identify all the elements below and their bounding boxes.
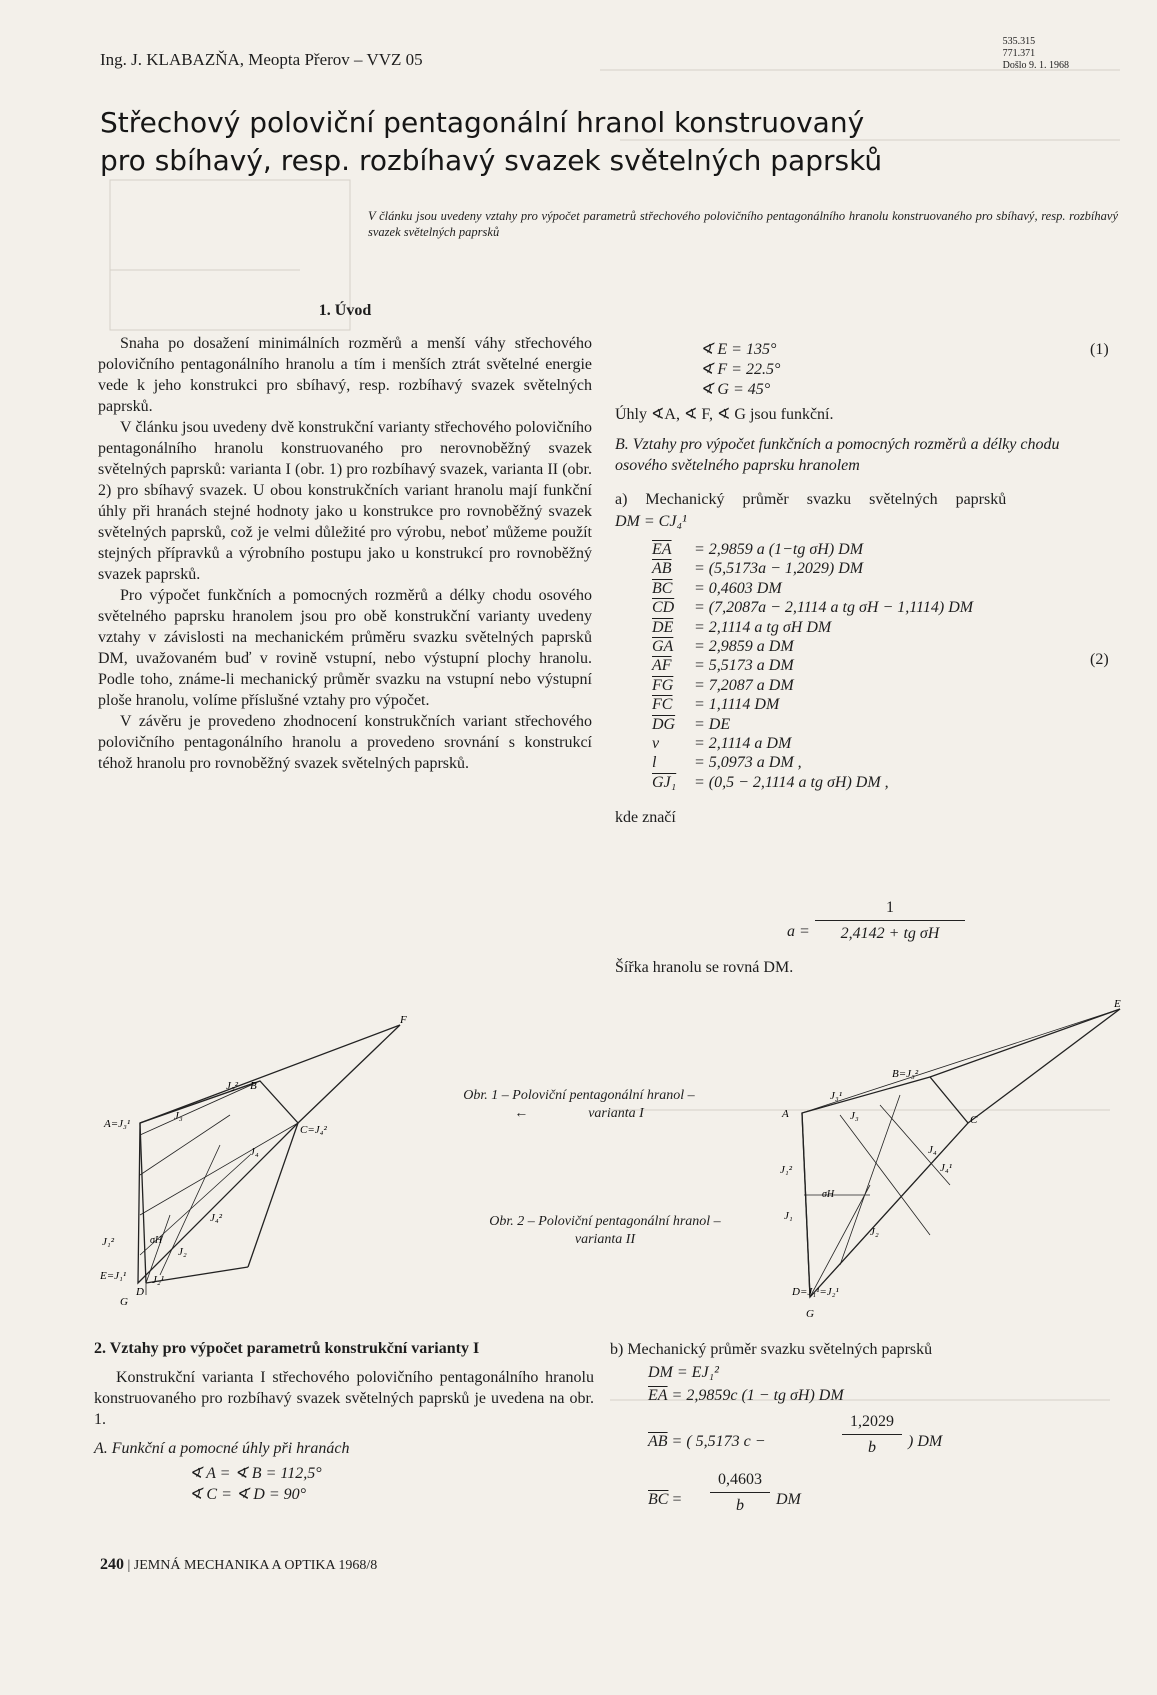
b-ea-rhs: = 2,9859c (1 − tg σH) DM — [671, 1387, 844, 1404]
fig1-label-j1: J₁² — [102, 1236, 115, 1248]
fig2-label-j3: J₃¹ — [830, 1090, 843, 1102]
received-date: Došlo 9. 1. 1968 — [1002, 60, 1069, 71]
equation-lhs: $\overline{DE}$ — [652, 618, 674, 636]
angle-e: ∢ E = 135° — [700, 341, 777, 358]
equation-row — [652, 618, 973, 637]
b-dm-definition: DM = EJ₁² — [648, 1364, 719, 1381]
page-number: 240 — [100, 1556, 124, 1573]
a-denominator: 2,4142 + tg σH — [840, 925, 940, 942]
fig2-label-sigma: σH — [822, 1189, 835, 1200]
equation-rhs: = 2,1114 a tg σH DM — [694, 618, 832, 636]
item-a-heading: a) Mechanický průměr svazku světelných paprsků — [615, 491, 1007, 508]
equation-lhs: v — [652, 734, 660, 752]
fig1-caption-line2 — [414, 1105, 744, 1123]
equation-number-1: (1) — [1090, 341, 1109, 358]
fig2-label-j1: J₁² — [780, 1164, 793, 1176]
equation-row — [652, 715, 973, 734]
fig1-label-j4: J₄ — [250, 1146, 259, 1158]
equation-lhs: $\overline{CD}$ — [652, 599, 675, 617]
equation-rhs: = DE — [694, 715, 731, 733]
equation-lhs: GJ₁ — [652, 773, 677, 791]
fig1-caption-variant: varianta I — [588, 1106, 644, 1121]
classification-codes — [1003, 36, 1069, 72]
equation-row — [652, 656, 973, 675]
angle-f: ∢ F = 22.5° — [700, 361, 781, 378]
title-line-1: Střechový poloviční pentagonální hranol konstruovaný — [100, 106, 865, 139]
section-b-heading: B. Vztahy pro výpočet funkčních a pomocných rozměrů a délky chodu osového světelného paprsku hranolem — [615, 436, 1060, 474]
equation-rhs: = 7,2087 a DM — [694, 676, 794, 694]
angles-cd: ∢ C = ∢ D = 90° — [189, 1486, 307, 1503]
functional-angles-note: Úhly ∢A, ∢ F, ∢ G jsou funkční. — [615, 406, 834, 423]
fig1-label-sigma: σH — [150, 1235, 163, 1246]
equation-rhs: = 0,4603 DM — [694, 579, 782, 597]
angles-ab: ∢ A = ∢ B = 112,5° — [189, 1465, 322, 1482]
section-2-sub-a: A. Funkční a pomocné úhly při hranách — [94, 1440, 350, 1457]
fig2-label-j2: J₂ — [870, 1226, 879, 1238]
b-ab-left: = ( 5,5173 c − — [671, 1433, 766, 1450]
equation-rhs: = (5,5173a − 1,2029) DM — [694, 560, 864, 578]
fig1-label-d: D — [136, 1286, 144, 1298]
udc-code-1: 535.315 — [1002, 36, 1036, 47]
equation-rhs: = 5,0973 a DM , — [694, 754, 802, 772]
fig1-caption-line1: Obr. 1 – Poloviční pentagonální hranol – — [463, 1088, 695, 1103]
fig2-label-j4: J₄ — [928, 1144, 937, 1156]
equation-rhs: = 1,1114 DM — [694, 696, 780, 714]
equation-lhs: $\overline{FC}$ — [652, 696, 673, 714]
fig1-label-j2: J₂ — [178, 1246, 187, 1258]
a-definition-lhs: a = — [787, 923, 810, 940]
equation-row — [652, 637, 973, 656]
equation-row — [652, 676, 973, 695]
intro-paragraph: V závěru je provedeno zhodnocení konstrukčních variant střechového polovičního pentagonálního hranolu a provedeno srovnání s konstrukcí téhož hranolu pro rovnoběžný svazek světelných paprsků. — [98, 713, 592, 772]
width-note: Šířka hranolu se rovná DM. — [615, 959, 794, 976]
fig1-label-j4b: J₄² — [210, 1212, 223, 1224]
equation-row — [652, 753, 973, 772]
intro-heading: 1. Úvod — [318, 302, 372, 319]
equation-row — [652, 695, 973, 714]
equation-lhs: $\overline{EA}$ — [652, 541, 672, 558]
where-label: kde značí — [615, 809, 676, 826]
angle-g: ∢ G = 45° — [700, 381, 771, 398]
udc-code-2: 771.371 — [1002, 48, 1036, 59]
equation-rhs: = 5,5173 a DM — [694, 657, 794, 675]
equation-row — [652, 773, 973, 792]
equation-lhs: $\overline{DG}$ — [652, 715, 676, 733]
intro-section — [98, 300, 592, 774]
intro-paragraph: V článku jsou uvedeny dvě konstrukční varianty střechového polovičního pentagonálního hranolu konstruovaného pro nerovnoběžný svazek světelných paprsků: varianta I (obr. 1) pro rozbíhavý svazek, varianta II (obr. 2) pro sbíhavý svazek. U obou konstrukčních variant hranolu mají funkční úhly při hranách stejné hodnoty jako u konstrukce pro rovnoběžný svazek světelných paprsků, což je velmi důležité pro výrobu, neboť můžeme použít stejných přípravků a výrobního postupu jako u konstrukcí pro rovnoběžný svazek paprsků. — [98, 419, 592, 583]
section-2-heading: 2. Vztahy pro výpočet parametrů konstrukční varianty I — [94, 1340, 480, 1357]
fig2-caption-line1: Obr. 2 – Poloviční pentagonální hranol – — [489, 1214, 721, 1229]
fig2-label-j1b: J₁ — [784, 1210, 793, 1222]
fig2-label-b: B=J₃² — [892, 1068, 919, 1080]
equation-row — [652, 734, 973, 753]
title-line-2: pro sbíhavý, resp. rozbíhavý svazek světelných paprsků — [100, 144, 883, 177]
page-footer — [100, 1556, 377, 1574]
intro-paragraph: Pro výpočet funkčních a pomocných rozměrů a délky chodu osového světelného paprsku hranolem jsou pro obě konstrukční varianty uvedeny vztahy v závislosti na mechanickém průměru svazku světelných paprsků DM, uvažovaném buď v rovině vstupní, nebo výstupní plochy hranolu. Podle toho, známe-li mechanický průměr svazku na vstupní nebo výstupní ploše hranolu, volíme příslušné vztahy pro výpočet. — [98, 587, 592, 709]
journal-name: | JEMNÁ MECHANIKA A OPTIKA 1968/8 — [127, 1558, 378, 1573]
article-title — [100, 104, 1000, 180]
figure-1-caption — [414, 1087, 744, 1123]
equation-lhs: $\overline{GA}$ — [652, 637, 674, 655]
equation-rhs: = (0,5 − 2,1114 a tg σH) DM , — [694, 773, 889, 791]
intro-paragraph: Snaha po dosažení minimálních rozměrů a menší váhy střechového polovičního pentagonálního hranolu a tím i menších ztrát světelné energie vede k jeho konstrukci pro sbíhavý, resp. rozbíhavý svazek světelných paprsků. — [98, 335, 592, 415]
equation-lhs: l — [652, 754, 657, 772]
b-bc-numerator: 0,4603 — [718, 1471, 762, 1488]
equation-row — [652, 598, 973, 617]
fig2-label-j3b: J₃ — [850, 1110, 859, 1122]
section-2-paragraph: Konstrukční varianta I střechového polovičního pentagonálního hranolu konstruovaného pro rozbíhavý svazek světelných paprsků je uvedena na obr. 1. — [94, 1369, 594, 1428]
author-byline: Ing. J. KLABAZŇA, Meopta Přerov – VVZ 05 — [100, 50, 423, 69]
equation-lhs: $\overline{AB}$ — [652, 560, 672, 578]
b-bc-denominator: b — [736, 1497, 744, 1514]
equation-rhs: = 2,1114 a DM — [694, 734, 792, 752]
fig2-label-g: G — [806, 1308, 814, 1320]
fig2-label-e: E — [1114, 998, 1121, 1010]
equation-rhs: = 2,9859 a DM — [694, 637, 794, 655]
b-ab-right: ) DM — [908, 1433, 943, 1450]
fig1-label-g: G — [120, 1296, 128, 1305]
fig1-label-b: B — [250, 1080, 257, 1092]
fig2-label-c: C — [970, 1114, 978, 1126]
equation-lhs: $\overline{FG}$ — [652, 676, 674, 694]
equation-row — [652, 540, 973, 559]
equation-number-2: (2) — [1090, 651, 1109, 668]
b-ea-row — [648, 1386, 844, 1406]
fig2-caption-line2: varianta II — [574, 1232, 636, 1247]
equation-lhs: $\overline{AF}$ — [652, 657, 672, 675]
b-bc-lhs: $\overline{BC}$ = — [648, 1491, 682, 1508]
equation-rhs: = 2,9859 a (1−tg σH) DM — [694, 541, 864, 558]
fig1-label-a: A=J₃¹ — [104, 1118, 131, 1130]
equations-block-2 — [652, 540, 973, 792]
fig1-label-j2b: J₂² — [226, 1080, 239, 1092]
b-ab-denominator: b — [868, 1439, 876, 1456]
abstract: V článku jsou uvedeny vztahy pro výpočet parametrů střechového polovičního pentagonálního hranolu konstruovaného pro sbíhavý, resp. rozbíhavý svazek světelných paprsků — [368, 209, 1118, 239]
b-ea-lhs: $\overline{EA}$ — [648, 1387, 668, 1404]
dm-definition: DM = CJ₄¹ — [615, 513, 687, 530]
fig1-arrow: ← — [514, 1106, 529, 1121]
equation-row — [652, 559, 973, 578]
item-b-heading: b) Mechanický průměr svazku světelných paprsků — [610, 1341, 933, 1358]
figure-1-prism-diagram — [100, 1015, 420, 1305]
fig2-label-j4b: J₄¹ — [940, 1162, 953, 1174]
equation-row — [652, 579, 973, 598]
b-ab-numerator: 1,2029 — [850, 1413, 894, 1430]
fig1-label-j3: J₃ — [174, 1110, 183, 1122]
equation-rhs: = (7,2087a − 2,1114 a tg σH − 1,1114) DM — [694, 599, 974, 617]
fig2-label-a: A — [782, 1108, 789, 1120]
fig1-label-j2c: J₂¹ — [152, 1274, 165, 1286]
section-2 — [94, 1338, 594, 1505]
figure-2-caption — [440, 1213, 770, 1249]
fig1-label-f: F — [400, 1015, 407, 1026]
fig1-label-c: C=J₄² — [300, 1124, 327, 1136]
b-ab-lhs: $\overline{AB}$ = ( 5,5173 c − — [648, 1433, 766, 1450]
equation-lhs: $\overline{BC}$ — [652, 579, 673, 597]
fig1-label-e: E=J₁¹ — [100, 1270, 127, 1282]
b-bc-right: DM — [776, 1491, 801, 1508]
fig2-label-d: D=J₁¹=J₂¹ — [792, 1286, 839, 1298]
a-numerator: 1 — [886, 899, 894, 916]
figure-2-prism-diagram — [780, 995, 1130, 1325]
fraction-bar — [815, 920, 965, 921]
b-ab-fraction-bar — [842, 1434, 902, 1435]
b-bc-fraction-bar — [710, 1492, 770, 1493]
